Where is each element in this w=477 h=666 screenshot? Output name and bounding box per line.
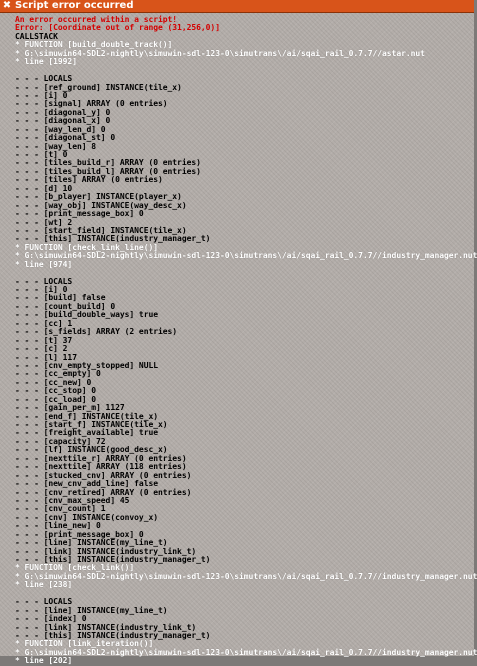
- log-line: - - - [new_cnv_add_line] false: [15, 479, 158, 489]
- log-line: - - - [count_build] 0: [15, 301, 116, 311]
- log-line: - - - LOCALS: [15, 597, 73, 607]
- log-line: - - - [nexttile] ARRAY (118 entries): [15, 462, 187, 472]
- log-line: - - - [this] INSTANCE(industry_manager_t): [15, 555, 211, 564]
- callstack-frame-line: * G:\simuwin64-SDL2-nightly\simuwin-sdl-123-0\simutrans\/ai/sqai_rail_0.7.7//industry_manager.nut: [15, 647, 477, 657]
- log-line: - - - [diagonal_st] 0: [15, 133, 116, 143]
- log-line: - - - [c] 2: [15, 344, 68, 354]
- log-line: - - - [freight_available] true: [15, 428, 158, 438]
- log-line: - - - [line] INSTANCE(my_line_t): [15, 605, 168, 615]
- log-line: - - - [this] INSTANCE(industry_manager_t): [15, 630, 211, 640]
- log-line: - - - [start_f] INSTANCE(tile_x): [15, 420, 168, 429]
- log-line: - - - [tiles_build_r] ARRAY (0 entries): [15, 158, 201, 168]
- log-line: - - - [t] 37: [15, 335, 73, 345]
- log-line: - - - [s_fields] ARRAY (2 entries): [15, 327, 178, 337]
- log-line: - - - [gain_per_m] 1127: [15, 403, 125, 413]
- log-line: - - - [way_obj] INSTANCE(way_desc_x): [15, 200, 187, 210]
- error-message-line: Error: [Coordinate out of range (31,256,0)]: [15, 23, 220, 33]
- log-line: - - - [stucked_cnv] ARRAY (0 entries): [15, 470, 192, 480]
- log-line: - - - [line_new] 0: [15, 521, 101, 531]
- log-line: - - - [print_message_box] 0: [15, 529, 144, 539]
- log-line: - - - [this] INSTANCE(industry_manager_t): [15, 234, 211, 244]
- log-line: - - - [diagonal_y] 0: [15, 107, 111, 117]
- log-line: - - - [t] 0: [15, 150, 68, 159]
- log-line: - - - [signal] ARRAY (0 entries): [15, 99, 168, 109]
- log-line: - - - [cc] 1: [15, 318, 73, 328]
- log-line: - - - [start_field] INSTANCE(tile_x): [15, 225, 187, 235]
- log-line: - - - [build] false: [15, 293, 106, 303]
- error-log-text: [15, 15, 477, 666]
- log-line: [15, 269, 470, 277]
- log-line: - - - [cc_stop] 0: [15, 386, 97, 396]
- log-line: - - - [tiles_build_l] ARRAY (0 entries): [15, 166, 201, 176]
- callstack-frame-line: * FUNCTION [check_link_line()]: [15, 242, 158, 252]
- callstack-frame-line: * FUNCTION [link_iteration()]: [15, 639, 154, 649]
- log-line: - - - [way_len] 8: [15, 141, 97, 151]
- log-line: - - - [cnv_count] 1: [15, 504, 106, 514]
- close-icon[interactable]: ✖: [2, 0, 12, 11]
- log-line: [15, 67, 470, 75]
- callstack-frame-line: * G:\simuwin64-SDL2-nightly\simuwin-sdl-123-0\simutrans\/ai/sqai_rail_0.7.7//industry_manager.nut: [15, 571, 477, 581]
- log-line: - - - [index] 0: [15, 614, 87, 624]
- log-line: - - - LOCALS: [15, 74, 73, 84]
- callstack-frame-line: * line [974]: [15, 259, 73, 269]
- window-title: Script error occurred: [15, 0, 134, 11]
- log-line: - - - LOCALS: [15, 276, 73, 286]
- log-line: - - - [b_player] INSTANCE(player_x): [15, 192, 182, 202]
- callstack-frame-line: * line [238]: [15, 580, 73, 590]
- log-line: - - - [link] INSTANCE(industry_link_t): [15, 622, 197, 632]
- log-line: - - - [ref_ground] INSTANCE(tile_x): [15, 82, 182, 92]
- callstack-frame-line: * G:\simuwin64-SDL2-nightly\simuwin-sdl-123-0\simutrans\/ai/sqai_rail_0.7.7//astar.nut: [15, 48, 425, 58]
- log-line: CALLSTACK: [15, 31, 58, 41]
- log-line: - - - [cc_new] 0: [15, 377, 92, 387]
- log-line: - - - [tiles] ARRAY (0 entries): [15, 175, 163, 185]
- callstack-frame-line: * line [202]: [15, 656, 73, 666]
- log-line: - - - [cc_load] 0: [15, 394, 97, 404]
- log-line: - - - [cnv_max_speed] 45: [15, 495, 130, 505]
- callstack-frame-line: * FUNCTION [build_double_track()]: [15, 40, 173, 50]
- log-line: - - - [print_message_box] 0: [15, 209, 144, 219]
- log-line: - - - [cc_empty] 0: [15, 369, 101, 379]
- log-line: - - - [capacity] 72: [15, 436, 106, 446]
- log-line: - - - [nexttile_r] ARRAY (0 entries): [15, 453, 187, 463]
- log-line: - - - [line] INSTANCE(my_line_t): [15, 538, 168, 548]
- log-line: - - - [cnv_retired] ARRAY (0 entries): [15, 487, 192, 497]
- log-line: - - - [way_len_d] 0: [15, 124, 106, 134]
- log-line: - - - [build_double_ways] true: [15, 310, 158, 320]
- log-line: - - - [i] 0: [15, 90, 68, 100]
- log-line: - - - [i] 0: [15, 285, 68, 294]
- log-line: - - - [wt] 2: [15, 217, 73, 227]
- log-line: - - - [cnv] INSTANCE(convoy_x): [15, 512, 158, 522]
- callstack-frame-line: * G:\simuwin64-SDL2-nightly\simuwin-sdl-123-0\simutrans\/ai/sqai_rail_0.7.7//industry_manager.nut: [15, 251, 477, 261]
- window-titlebar[interactable]: [0, 0, 474, 13]
- log-line: - - - [lf] INSTANCE(good_desc_x): [15, 445, 168, 455]
- log-line: [15, 590, 470, 598]
- log-line: - - - [cnv_empty_stopped] NULL: [15, 360, 158, 370]
- log-line: - - - [link] INSTANCE(industry_link_t): [15, 546, 197, 556]
- error-message-line: An error occurred within a script!: [15, 15, 178, 24]
- log-line: - - - [end_f] INSTANCE(tile_x): [15, 411, 158, 421]
- log-line: - - - [diagonal_x] 0: [15, 116, 111, 126]
- log-line: - - - [d] 10: [15, 183, 73, 193]
- callstack-frame-line: * line [1992]: [15, 57, 77, 67]
- log-line: - - - [l] 117: [15, 352, 77, 362]
- callstack-frame-line: * FUNCTION [check_link()]: [15, 563, 135, 573]
